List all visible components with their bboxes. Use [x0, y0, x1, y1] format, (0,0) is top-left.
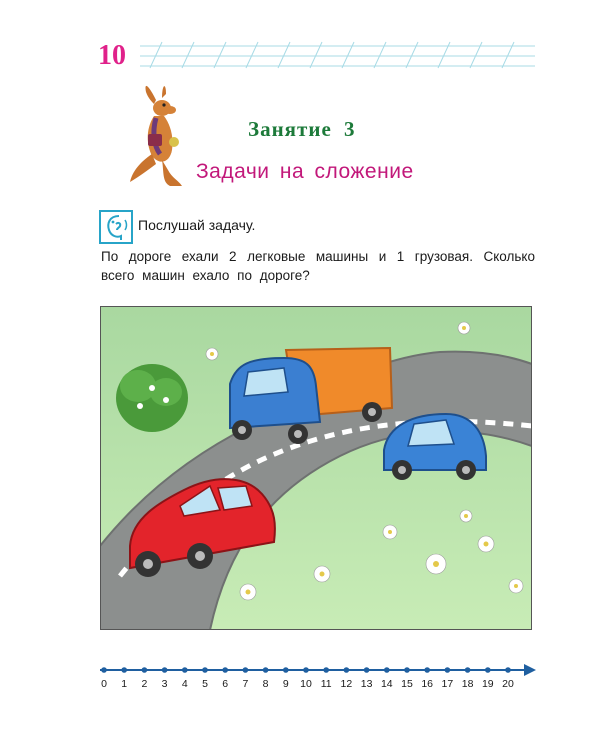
number-line-tick: [303, 667, 309, 673]
number-line-label: 12: [340, 678, 353, 690]
number-line-label: 17: [441, 678, 454, 690]
number-line-label: 20: [502, 678, 514, 690]
number-line-label: 4: [181, 678, 188, 690]
number-line-tick: [404, 667, 410, 673]
number-line-tick: [445, 667, 451, 673]
number-line-label: 0: [101, 678, 107, 690]
number-line-label: 2: [141, 678, 148, 690]
number-line-label: 16: [421, 678, 434, 690]
kangaroo-mascot: [126, 82, 196, 192]
number-line-tick: [364, 667, 370, 673]
number-line-labels: [0, 678, 600, 698]
number-line-label: 3: [161, 678, 168, 690]
number-line-tick: [465, 667, 471, 673]
number-line-tick: [162, 667, 168, 673]
bush: [116, 364, 188, 432]
number-line-label: 7: [242, 678, 249, 690]
road-illustration: [100, 306, 532, 630]
number-line-label: 1: [121, 678, 128, 690]
number-line-label: 19: [481, 678, 494, 690]
instruction-text: Послушай задачу.: [138, 217, 256, 233]
listen-icon: [99, 210, 133, 244]
number-line-tick: [121, 667, 127, 673]
page-number: 10: [98, 40, 126, 71]
number-line-tick: [323, 667, 329, 673]
number-line: [96, 660, 540, 680]
number-line-tick: [222, 667, 228, 673]
lesson-subtitle: Задачи на сложение: [196, 160, 414, 183]
number-line-tick: [384, 667, 390, 673]
number-line-label: 14: [380, 678, 393, 690]
problem-text: По дороге ехали 2 легковые машины и 1 грузовая. Сколько всего машин ехало по дороге?: [101, 249, 535, 283]
number-line-tick: [485, 667, 491, 673]
number-line-label: 6: [222, 678, 229, 690]
number-line-tick: [202, 667, 208, 673]
number-line-tick: [182, 667, 188, 673]
number-line-label: 11: [320, 678, 332, 690]
number-line-tick: [263, 667, 269, 673]
number-line-label: 10: [300, 678, 312, 690]
number-line-tick: [101, 667, 107, 673]
number-line-label: 9: [282, 678, 289, 690]
number-line-tick: [344, 667, 350, 673]
number-line-tick: [424, 667, 430, 673]
lesson-title: Занятие 3: [248, 117, 356, 141]
number-line-tick: [505, 667, 511, 673]
number-line-label: 5: [202, 678, 208, 690]
number-line-label: 8: [262, 678, 269, 690]
number-line-tick: [142, 667, 148, 673]
number-line-label: 15: [401, 678, 413, 690]
header-ruled-lines: [140, 38, 540, 78]
number-line-tick: [283, 667, 289, 673]
number-line-label: 13: [360, 678, 373, 690]
number-line-label: 18: [461, 678, 474, 690]
number-line-tick: [243, 667, 249, 673]
